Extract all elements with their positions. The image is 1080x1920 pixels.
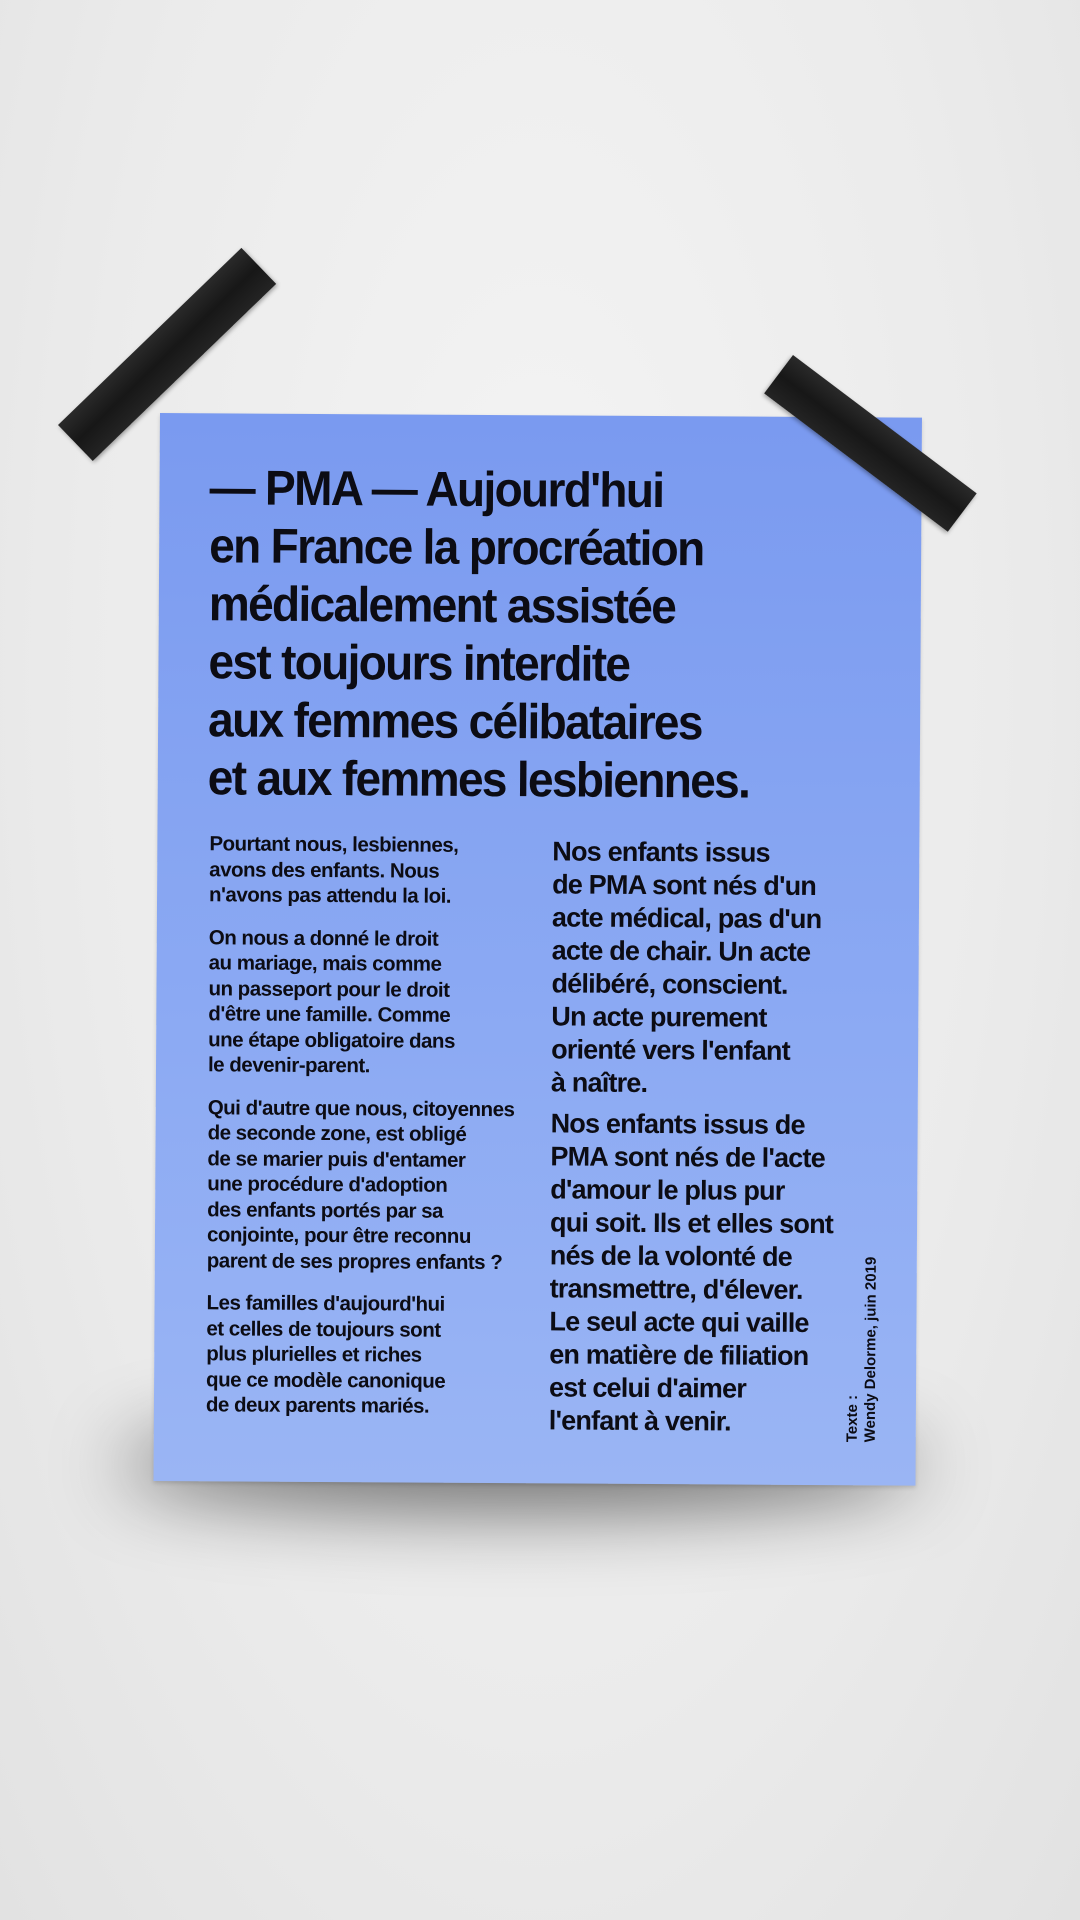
- left-paragraph-2: On nous a donné le droit au mariage, mais comme un passeport pour le droit d'être une famille. Comme une étape obligatoire dans le devenir-parent.: [207, 925, 455, 1078]
- credit: [844, 1257, 881, 1443]
- poster: [153, 413, 922, 1486]
- credit-label: Texte :: [843, 1394, 862, 1443]
- left-column: [206, 831, 540, 1437]
- left-paragraph-3: Qui d'autre que nous, citoyennes de seconde zone, est obligé de se marier puis d'entamer une procédure d'adoption des enfants portés par sa conjointe, pour être reconnu parent de ses propres enfants ?: [206, 1095, 515, 1274]
- right-paragraph-2: Nos enfants issus de PMA sont nés de l'acte d'amour le plus pur qui soit. Ils et elles sont nés de la volonté de transmettre, d'élever. Le seul acte qui vaille en matière de filiation est celui d'aimer l'enfant à venir.: [548, 1108, 834, 1437]
- right-paragraph-1: Nos enfants issus de PMA sont nés d'un acte médical, pas d'un acte de chair. Un acte délibéré, conscient. Un acte purement orienté vers l'enfant à naître.: [550, 836, 822, 1098]
- right-column: [549, 835, 893, 1447]
- left-paragraph-4: Les familles d'aujourd'hui et celles de toujours sont plus plurielles et riches que ce modèle canonique de deux parents mariés.: [205, 1291, 446, 1418]
- poster-headline: — PMA — Aujourd'hui en France la procréation médicalement assistée est toujours interdite aux femmes célibataires et aux femmes lesbiennes.: [207, 461, 750, 809]
- credit-author: Wendy Delorme, juin 2019: [861, 1256, 880, 1443]
- left-paragraph-1: Pourtant nous, lesbiennes, avons des enfants. Nous n'avons pas attendu la loi.: [208, 832, 459, 908]
